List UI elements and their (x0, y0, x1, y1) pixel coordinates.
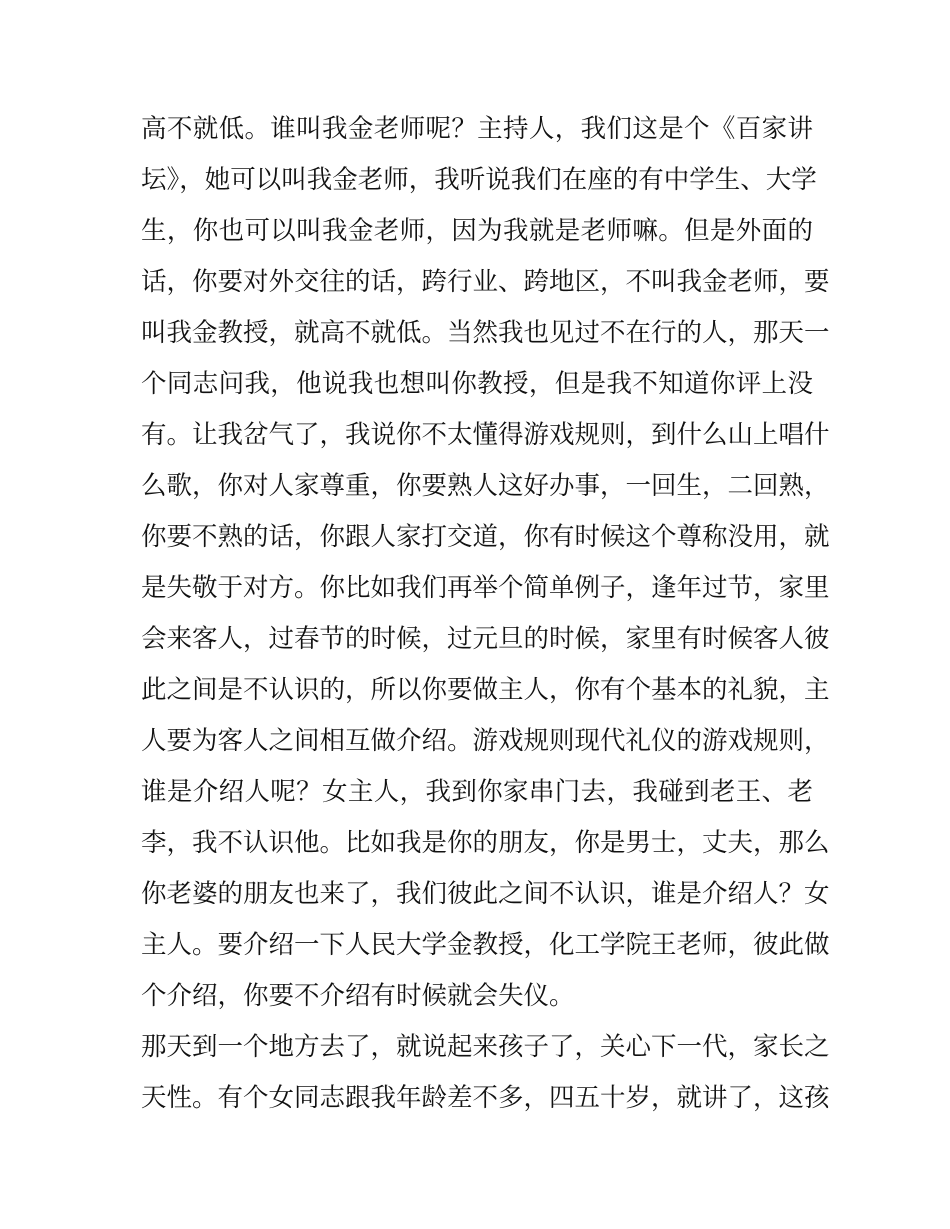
text-line: 叫我金教授，就高不就低。当然我也见过不在行的人，那天一 (141, 318, 830, 348)
text-line: 你要不熟的话，你跟人家打交道，你有时候这个尊称没用，就 (141, 522, 830, 552)
paragraph-2 (141, 1022, 830, 1124)
text-line: 那天到一个地方去了，就说起来孩子了，关心下一代，家长之 (141, 1032, 830, 1062)
text-line: 么歌，你对人家尊重，你要熟人这好办事，一回生，二回熟， (141, 471, 830, 501)
text-line: 谁是介绍人呢？女主人，我到你家串门去，我碰到老王、老 (141, 777, 813, 807)
text-line: 人要为客人之间相互做介绍。游戏规则现代礼仪的游戏规则， (141, 726, 830, 756)
text-line: 高不就低。谁叫我金老师呢？主持人，我们这是个《百家讲 (141, 114, 813, 144)
text-line: 李，我不认识他。比如我是你的朋友，你是男士，丈夫，那么 (141, 828, 830, 858)
text-line: 坛》，她可以叫我金老师，我听说我们在座的有中学生、大学 (141, 165, 817, 195)
text-line: 个同志问我，他说我也想叫你教授，但是我不知道你评上没 (141, 369, 813, 399)
text-line: 个介绍，你要不介绍有时候就会失仪。 (141, 981, 575, 1011)
document-body (141, 104, 830, 1124)
text-line: 主人。要介绍一下人民大学金教授，化工学院王老师，彼此做 (141, 930, 830, 960)
text-line: 是失敬于对方。你比如我们再举个简单例子，逢年过节，家里 (141, 573, 830, 603)
text-line: 此之间是不认识的，所以你要做主人，你有个基本的礼貌，主 (141, 675, 830, 705)
text-line: 话，你要对外交往的话，跨行业、跨地区，不叫我金老师，要 (141, 267, 830, 297)
text-line: 你老婆的朋友也来了，我们彼此之间不认识，谁是介绍人？女 (141, 879, 830, 909)
text-line: 会来客人，过春节的时候，过元旦的时候，家里有时候客人彼 (141, 624, 830, 654)
text-line: 生，你也可以叫我金老师，因为我就是老师嘛。但是外面的 (141, 216, 813, 246)
paragraph-1 (141, 104, 830, 1022)
text-line: 有。让我岔气了，我说你不太懂得游戏规则，到什么山上唱什 (141, 420, 830, 450)
text-line: 天性。有个女同志跟我年龄差不多，四五十岁，就讲了，这孩 (141, 1083, 830, 1113)
